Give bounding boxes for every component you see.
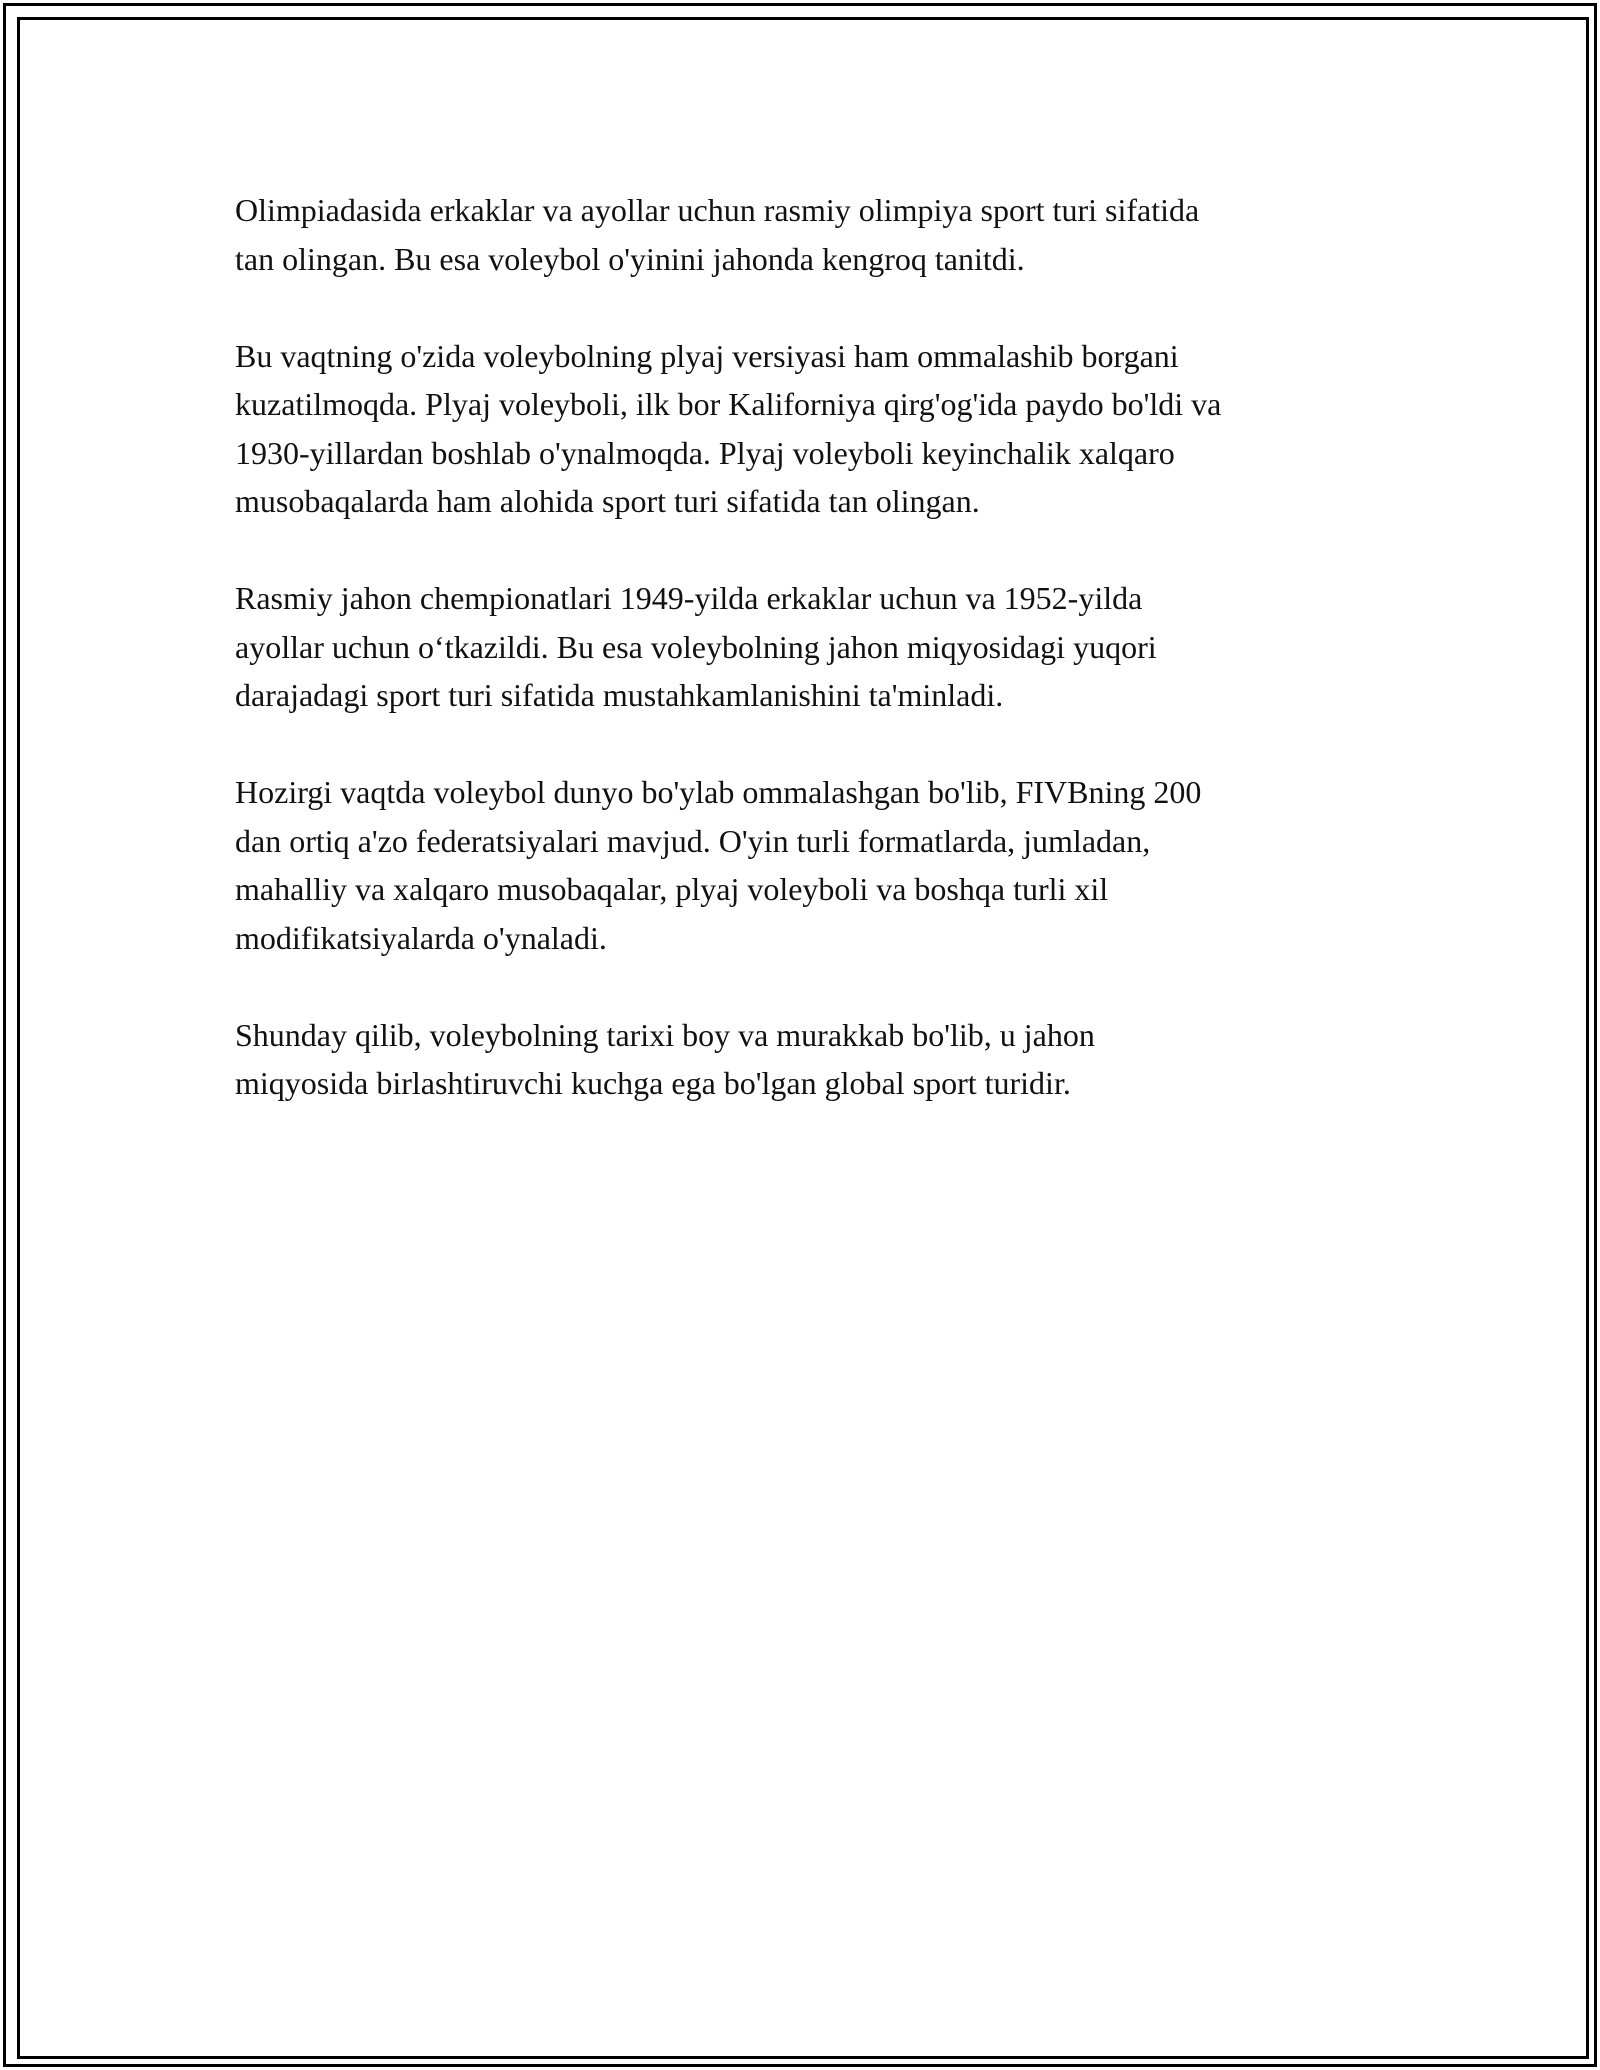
paragraph-conclusion: Shunday qilib, voleybolning tarixi boy va murakkab bo'lib, u jahon miqyosida birlashtiruvchi kuchga ega bo'lgan global sport turidir.	[235, 1016, 1095, 1101]
document-body	[235, 186, 1375, 1156]
paragraph-olympics: Olimpiadasida erkaklar va ayollar uchun rasmiy olimpiya sport turi sifatida tan olingan. Bu esa voleybol o'yinini jahonda kengroq tanitdi.	[235, 192, 1200, 277]
paragraph-world-championships: Rasmiy jahon chempionatlari 1949-yilda erkaklar uchun va 1952-yilda ayollar uchun o‘tkazildi. Bu esa voleybolning jahon miqyosidagi yuqori darajadagi sport turi sifatida mustahkamlanishini ta'minladi.	[235, 580, 1157, 713]
paragraph-present-day: Hozirgi vaqtda voleybol dunyo bo'ylab ommalashgan bo'lib, FIVBning 200 dan ortiq a'zo federatsiyalari mavjud. O'yin turli formatlarda, jumladan, mahalliy va xalqaro musobaqalar, plyaj voleyboli va boshqa turli xil modifikatsiyalarda o'ynaladi.	[235, 774, 1202, 956]
paragraph-beach-volleyball: Bu vaqtning o'zida voleybolning plyaj versiyasi ham ommalashib borgani kuzatilmoqda. Plyaj voleyboli, ilk bor Kaliforniya qirg'og'ida paydo bo'ldi va 1930-yillardan boshlab o'ynalmoqda. Plyaj voleyboli keyinchalik xalqaro musobaqalarda ham alohida sport turi sifatida tan olingan.	[235, 337, 1222, 519]
